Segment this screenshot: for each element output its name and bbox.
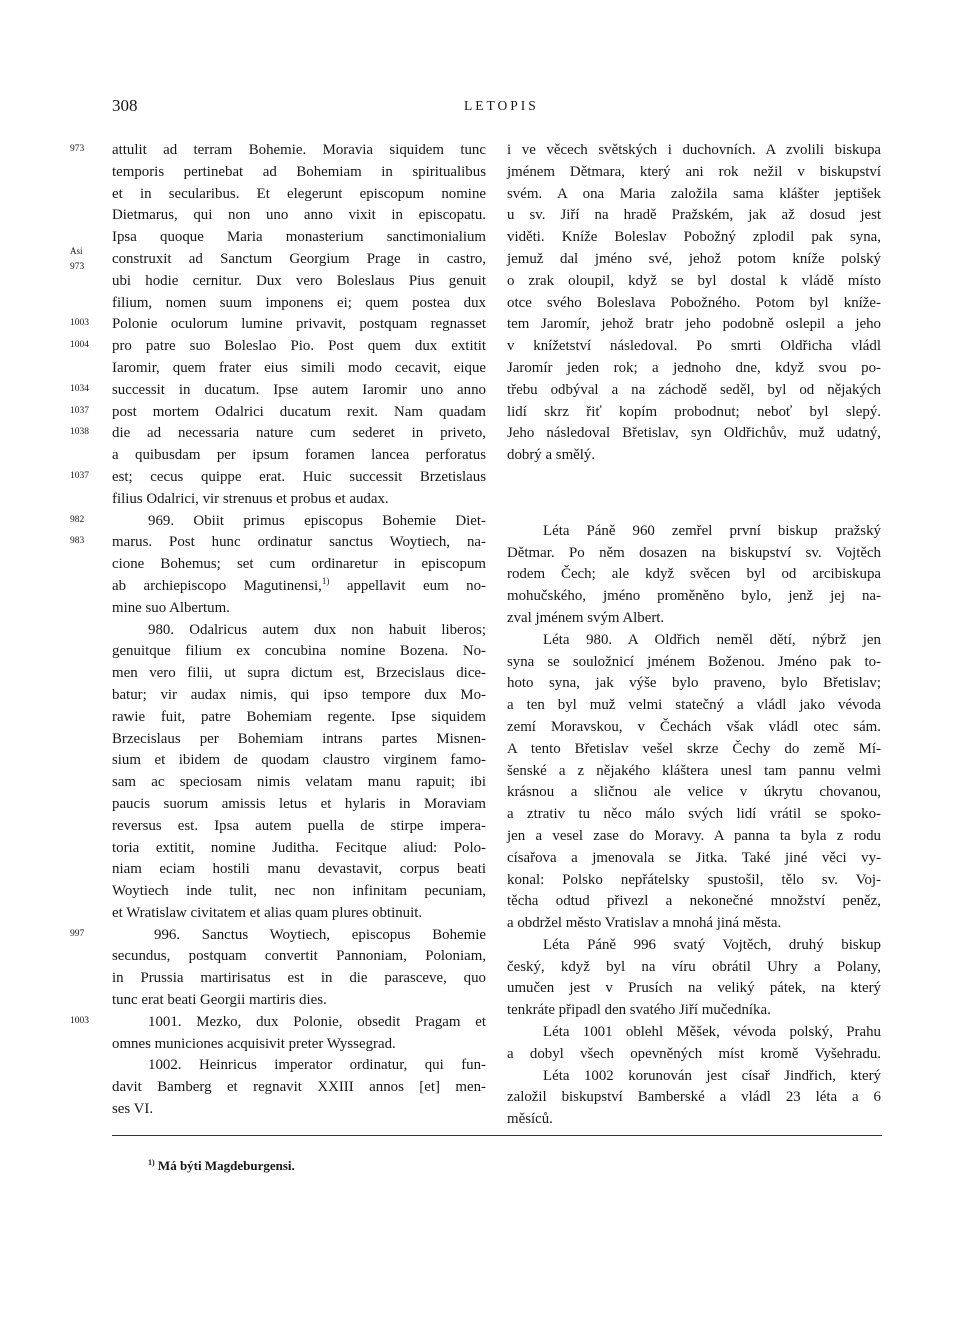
text-line: 1037 post mortem Odalrici ducatum rexit. Nam quadam — [70, 403, 486, 420]
text-line: Léta Páně 960 zemřel první biskup pražský — [543, 522, 881, 539]
text-line: tunc erat beati Georgii martiris dies. — [112, 992, 327, 1009]
text-line: 1034 successit in ducatum. Ipse autem Iaromir uno anno — [70, 381, 486, 398]
text-line: Asi 973 construxit ad Sanctum Georgium Prage in castro, — [70, 245, 486, 272]
footnote-divider — [112, 1135, 882, 1136]
text-line: A tento Břetislav vešel skrze Čechy do země Mí- — [507, 740, 881, 757]
text-line: reversus est. Ipsa autem puella de stirpe impera- — [112, 817, 486, 834]
text-line: a quibusdam per ipsum foramen lancea perforatus — [112, 447, 486, 464]
margin-year: 1034 — [70, 383, 89, 394]
czech-column — [507, 140, 881, 1131]
text-line: zval jménem svým Albert. — [507, 609, 665, 626]
margin-year: 973 — [70, 144, 85, 154]
text-line: et Wratislaw civitatem et alias quam plures obtinuit. — [112, 904, 423, 921]
text-line: i ve věcech světských i duchovních. A zvolili biskupa — [507, 142, 881, 158]
text-line: in Prussia martirisatus est in die parasceve, quo — [112, 970, 486, 987]
footnote-text: Má býti Magdeburgensi. — [157, 1158, 295, 1173]
margin-year: 1003 — [70, 318, 89, 329]
text-line: Léta Páně 996 svatý Vojtěch, druhý biskup — [543, 936, 881, 953]
text-line: Jaromír jeden rok; a jednoho dne, když svou po- — [507, 359, 881, 376]
text-line: 1004 pro patre suo Boleslao Pio. Post quem dux extitit — [70, 338, 486, 355]
text-line: jen a vesel zase do Moravy. A panna ta byla z rodu — [507, 827, 881, 844]
text-line: krásnou a sličnou ale velice v úkrytu chovanou, — [507, 784, 881, 801]
paragraph-gap — [507, 489, 881, 521]
text-line: sam ac speciosam nimis velatam manu rapuit; ibi — [112, 774, 486, 791]
text-line: jemuž dal jméno své, jehož potom kníže polský — [507, 250, 881, 267]
text-line: niam eciam hostili manu devastavit, corpus beati — [112, 861, 486, 878]
footnote-mark: 1) — [148, 1158, 155, 1167]
text-line: ses VI. — [112, 1101, 154, 1118]
text-line: císařova a jmenovala se Jitka. Také jiné věci vy- — [507, 849, 881, 866]
text-line: konal: Polsko nepřátelsky spustošil, tělo sv. Voj- — [507, 871, 881, 888]
text-line: a ztrativ tu něco málo svých lidí vrátil se spoko- — [507, 806, 881, 823]
text-line: rodem Čech; ale když svěcen byl od arcibiskupa — [507, 566, 881, 583]
text-line: a ten byl muž velmi statečný a vládl jako vévoda — [507, 697, 881, 714]
text-line: Brzecislaus per Bohemiam intrans partes Misnen- — [112, 730, 486, 747]
text-line: umučen jest v Prusích na veliký pátek, na který — [507, 980, 881, 997]
text-line: tenkráte připadl den svatého Jiří mučedníka. — [507, 1002, 771, 1019]
text-line: lidí skrz řiť kopím probodnut; neboť byl slepý. — [507, 403, 881, 420]
text-line: zemí Moravskou, v Čechách však vládl otec sám. — [507, 718, 881, 735]
footnote — [148, 1158, 295, 1174]
footnote-ref: 1) — [321, 575, 330, 586]
text-line: omnes municiones acquisivit preter Wyssegrad. — [112, 1035, 396, 1052]
text-line: filium, nomen suum imponens ei; quem postea dux — [112, 294, 486, 311]
text-line: mine suo Albertum. — [112, 599, 230, 616]
text-line: 1002. Heinricus imperator ordinatur, qui fun- — [148, 1057, 486, 1074]
text-line: třebu odbýval a na záchodě seděl, byl od nějakých — [507, 381, 881, 398]
text-line: 1003 1001. Mezko, dux Polonie, obsedit Pragam et — [70, 1013, 486, 1030]
text-line: těcha odtud přivezl a nekonečné množství peněz, — [507, 893, 881, 910]
text-line: sium et ibidem de quodam claustro virginem famo- — [112, 752, 486, 769]
text-line: v knížetství následoval. Po smrti Oldřicha vládl — [507, 338, 881, 355]
text-line: ab archiepiscopo Magutinensi,$^{1)}$ appellavit eum no- — [112, 575, 486, 594]
text-line: svém. A ona Maria založila sama klášter jeptišek — [507, 185, 881, 202]
text-line: Woytiech inde tulit, nec non infinitam pecuniam, — [112, 883, 486, 900]
text-line: otce svého Boleslava Pobožného. Potom byl kníže- — [507, 294, 881, 311]
text-line: o zrak oloupil, když se byl dostal k vládě místo — [507, 272, 881, 289]
text-line: jménem Dětmara, který ani rok nežil v biskupství — [507, 163, 881, 180]
text-line: et in secularibus. Et elegerunt episcopum nomine — [112, 185, 486, 202]
margin-year: 997 — [70, 928, 85, 939]
latin-column — [70, 140, 486, 1121]
text-line: genuitque filium ex concubina nomine Bozena. No- — [112, 643, 486, 660]
text-line: a obdržel město Vratislav a mnohá jiná města. — [507, 915, 782, 932]
text-line: tem Jaromír, jehož bratr jeho podobně oslepil a jeho — [507, 316, 881, 333]
margin-year: 1038 — [70, 427, 89, 438]
text-line: 1037 est; cecus quippe erat. Huic successit Brzetislaus — [70, 468, 486, 485]
text-line: ubi hodie cernitur. Dux vero Boleslaus Pius genuit — [112, 272, 486, 289]
text-line: a dobyl všech opevněných míst kromě Vyšehradu. — [507, 1045, 881, 1062]
running-head: LETOPIS — [464, 98, 539, 113]
text-line: batur; vir audax nimis, qui ipso tempore dux Mo- — [112, 686, 486, 703]
text-line: Léta 1001 oblehl Měšek, vévoda polský, Prahu — [543, 1024, 881, 1041]
text-line: 980. Odalricus autem dux non habuit liberos; — [148, 621, 486, 638]
margin-year: 1004 — [70, 340, 89, 351]
text-line: cione Bohemus; set cum ordinaretur in episcopum — [112, 556, 486, 573]
text-line: rawie fuit, patre Bohemiam regente. Ipse siquidem — [112, 708, 486, 725]
text-line: davit Bamberg et regnavit XXIII annos [et] men- — [112, 1079, 486, 1096]
text-line: český, když byl na víru obrátil Uhry a Polany, — [507, 958, 881, 975]
text-line: u sv. Jiří na hradě Pražském, jak až dosud jest — [507, 207, 881, 224]
margin-year: 1037 — [70, 405, 89, 416]
text-line: šenské a z nějakého kláštera unesl tam pannu velmi — [507, 762, 881, 779]
text-line: 983 marus. Post hunc ordinatur sanctus Woytiech, na- — [70, 534, 486, 551]
text-line: paucis suorum amissis letus et hylaris in Moraviam — [112, 795, 486, 812]
text-line: mohučského, jméno proměněno bylo, jenž jej na- — [507, 588, 881, 605]
text-line: Jeho následoval Břetislav, syn Oldřichův, muž udatný, — [507, 425, 881, 442]
text-line: 1038 die ad necessaria nature cum sederet in priveto, — [70, 425, 486, 442]
text-line: Ipsa quoque Maria monasterium sanctimonialium — [112, 229, 486, 246]
text-line: temporis pertinebat ad Bohemiam in spiritualibus — [112, 163, 486, 180]
text-line: 982 969. Obiit primus episcopus Bohemie Diet- — [70, 512, 486, 529]
paragraph-gap — [507, 467, 881, 489]
text-line: 997 996. Sanctus Woytiech, episcopus Bohemie — [70, 926, 486, 943]
text-line: Dětmar. Po něm dosazen na biskupství sv. Vojtěch — [507, 544, 881, 561]
text-line: založil biskupství Bamberské a vládl 23 léta a 6 — [507, 1089, 881, 1106]
text-line: dobrý a smělý. — [507, 447, 596, 464]
margin-year: Asi 973 — [70, 245, 85, 272]
text-line: secundus, postquam convertit Pannoniam, Poloniam, — [112, 948, 486, 965]
text-line: Léta 1002 korunován jest císař Jindřich, který — [543, 1067, 881, 1084]
margin-year: 1003 — [70, 1015, 89, 1026]
text-line: 973 attulit ad terram Bohemie. Moravia siquidem tunc — [70, 142, 486, 158]
text-line: viděti. Kníže Boleslav Pobožný zplodil pak syna, — [507, 229, 881, 246]
text-line: hoto syna, jak výše bylo praveno, bylo Břetislav; — [507, 675, 881, 692]
text-line: men vero filii, ut supra dictum est, Brzecislaus dice- — [112, 665, 486, 682]
text-line: 1003 Polonie oculorum lumine privavit, postquam regnasset — [70, 316, 486, 333]
page-number: 308 — [112, 96, 138, 115]
margin-year: 1037 — [70, 470, 89, 481]
text-line: Dietmarus, qui non uno anno vixit in episcopatu. — [112, 207, 486, 224]
margin-year: 983 — [70, 536, 85, 547]
text-line: toria extitit, nomine Juditha. Fecitque aliud: Polo- — [112, 839, 486, 856]
text-line: Iaromir, quem frater eius simili modo cecavit, eique — [112, 359, 486, 376]
margin-year: 982 — [70, 514, 85, 525]
text-line: syna se souložnicí jménem Boženou. Jméno pak to- — [507, 653, 881, 670]
text-line: filius Odalrici, vir strenuus et probus et audax. — [112, 490, 389, 507]
text-line: měsíců. — [507, 1111, 553, 1128]
text-line: Léta 980. A Oldřich neměl dětí, nýbrž jen — [543, 631, 881, 648]
